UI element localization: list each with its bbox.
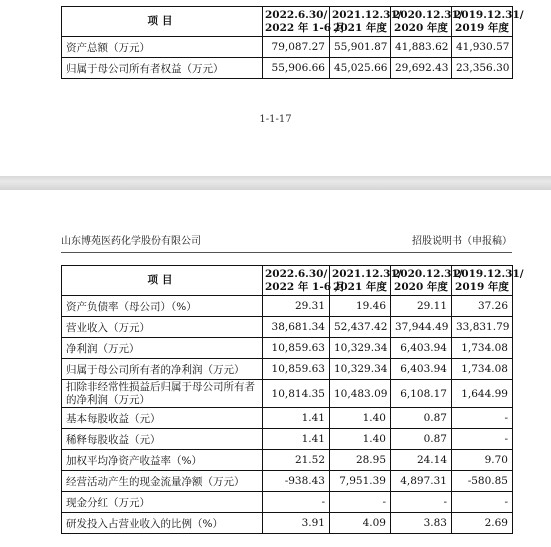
cell-value: 1,734.08: [452, 359, 513, 380]
cell-value: -: [452, 429, 513, 450]
row-label: 资产总额（万元）: [62, 37, 263, 58]
cell-value: 4.09: [330, 513, 391, 534]
table-row: [62, 58, 513, 79]
document-title: 招股说明书（申报稿）: [412, 236, 512, 247]
cell-value: 41,883.62: [391, 37, 452, 58]
table-row: [62, 450, 513, 471]
page-separator: [0, 176, 551, 190]
cell-value: 3.91: [263, 513, 330, 534]
table-row: [62, 492, 513, 513]
table-row: [62, 338, 513, 359]
page-top: [0, 0, 551, 176]
cell-value: -: [452, 408, 513, 429]
column-header-2019: 2019.12.31/ 2019 年度: [452, 266, 513, 296]
cell-value: 55,906.66: [263, 58, 330, 79]
cell-value: 10,859.63: [263, 359, 330, 380]
row-label: 基本每股收益（元）: [62, 408, 263, 429]
row-label: 净利润（万元）: [62, 338, 263, 359]
table-row: [62, 380, 513, 408]
cell-value: 55,901.87: [330, 37, 391, 58]
cell-value: 24.14: [391, 450, 452, 471]
cell-value: 21.52: [263, 450, 330, 471]
cell-value: 41,930.57: [452, 37, 513, 58]
column-header-2020: 2020.12.31/ 2020 年度: [391, 266, 452, 296]
cell-value: 6,403.94: [391, 338, 452, 359]
row-label: 归属于母公司所有者权益（万元）: [62, 58, 263, 79]
company-name: 山东博苑医药化学股份有限公司: [61, 236, 201, 247]
financial-table-bottom: [61, 265, 524, 534]
cell-value: 1.41: [263, 408, 330, 429]
cell-value: 1.40: [330, 429, 391, 450]
row-label: 归属于母公司所有者的净利润（万元）: [62, 359, 263, 380]
cell-value: -: [330, 492, 391, 513]
cell-value: -: [263, 492, 330, 513]
cell-value: -938.43: [263, 471, 330, 492]
cell-value: 1,734.08: [452, 338, 513, 359]
cell-value: 6,403.94: [391, 359, 452, 380]
cell-value: 45,025.66: [330, 58, 391, 79]
row-label: 稀释每股收益（元）: [62, 429, 263, 450]
column-header-item: 项目: [62, 7, 263, 37]
cell-value: -: [452, 492, 513, 513]
cell-value: 1.40: [330, 408, 391, 429]
table-row: [62, 37, 513, 58]
row-label: 营业收入（万元）: [62, 317, 263, 338]
cell-value: 1.41: [263, 429, 330, 450]
financial-table-top: [61, 6, 524, 79]
cell-value: 52,437.42: [330, 317, 391, 338]
cell-value: 0.87: [391, 408, 452, 429]
row-label: 研发投入占营业收入的比例（%）: [62, 513, 263, 534]
row-label: 现金分红（万元）: [62, 492, 263, 513]
row-label: 扣除非经常性损益后归属于母公司所有者的净利润（万元）: [62, 380, 263, 408]
table-row: [62, 513, 513, 534]
row-label: 加权平均净资产收益率（%）: [62, 450, 263, 471]
table-row: [62, 471, 513, 492]
column-header-2021: 2021.12.31/ 2021 年度: [330, 7, 391, 37]
cell-value: 10,329.34: [330, 338, 391, 359]
cell-value: 29,692.43: [391, 58, 452, 79]
cell-value: 33,831.79: [452, 317, 513, 338]
column-header-2022: 2022.6.30/ 2022 年 1-6 月: [263, 266, 330, 296]
page-number: 1-1-17: [259, 114, 292, 125]
cell-value: 23,356.30: [452, 58, 513, 79]
page-bottom: [0, 190, 551, 547]
column-header-2019: 2019.12.31/ 2019 年度: [452, 7, 513, 37]
column-header-item: 项目: [62, 266, 263, 296]
cell-value: 29.31: [263, 296, 330, 317]
row-label: 资产负债率（母公司）（%）: [62, 296, 263, 317]
table-row: [62, 317, 513, 338]
column-header-2021: 2021.12.31/ 2021 年度: [330, 266, 391, 296]
cell-value: 37.26: [452, 296, 513, 317]
cell-value: 7,951.39: [330, 471, 391, 492]
cell-value: -: [391, 492, 452, 513]
column-header-2022: 2022.6.30/ 2022 年 1-6 月: [263, 7, 330, 37]
cell-value: 10,859.63: [263, 338, 330, 359]
cell-value: 2.69: [452, 513, 513, 534]
cell-value: 19.46: [330, 296, 391, 317]
table-row: [62, 408, 513, 429]
row-label: 经营活动产生的现金流量净额（万元）: [62, 471, 263, 492]
table-row: [62, 359, 513, 380]
cell-value: 1,644.99: [452, 380, 513, 408]
cell-value: 29.11: [391, 296, 452, 317]
cell-value: 0.87: [391, 429, 452, 450]
cell-value: 28.95: [330, 450, 391, 471]
table-row: [62, 296, 513, 317]
cell-value: 10,814.35: [263, 380, 330, 408]
cell-value: 9.70: [452, 450, 513, 471]
cell-value: 6,108.17: [391, 380, 452, 408]
cell-value: 38,681.34: [263, 317, 330, 338]
cell-value: 79,087.27: [263, 37, 330, 58]
cell-value: 4,897.31: [391, 471, 452, 492]
cell-value: -580.85: [452, 471, 513, 492]
cell-value: 10,329.34: [330, 359, 391, 380]
cell-value: 10,483.09: [330, 380, 391, 408]
header-divider: [61, 242, 512, 253]
cell-value: 37,944.49: [391, 317, 452, 338]
table-row: [62, 429, 513, 450]
column-header-2020: 2020.12.31/ 2020 年度: [391, 7, 452, 37]
cell-value: 3.83: [391, 513, 452, 534]
